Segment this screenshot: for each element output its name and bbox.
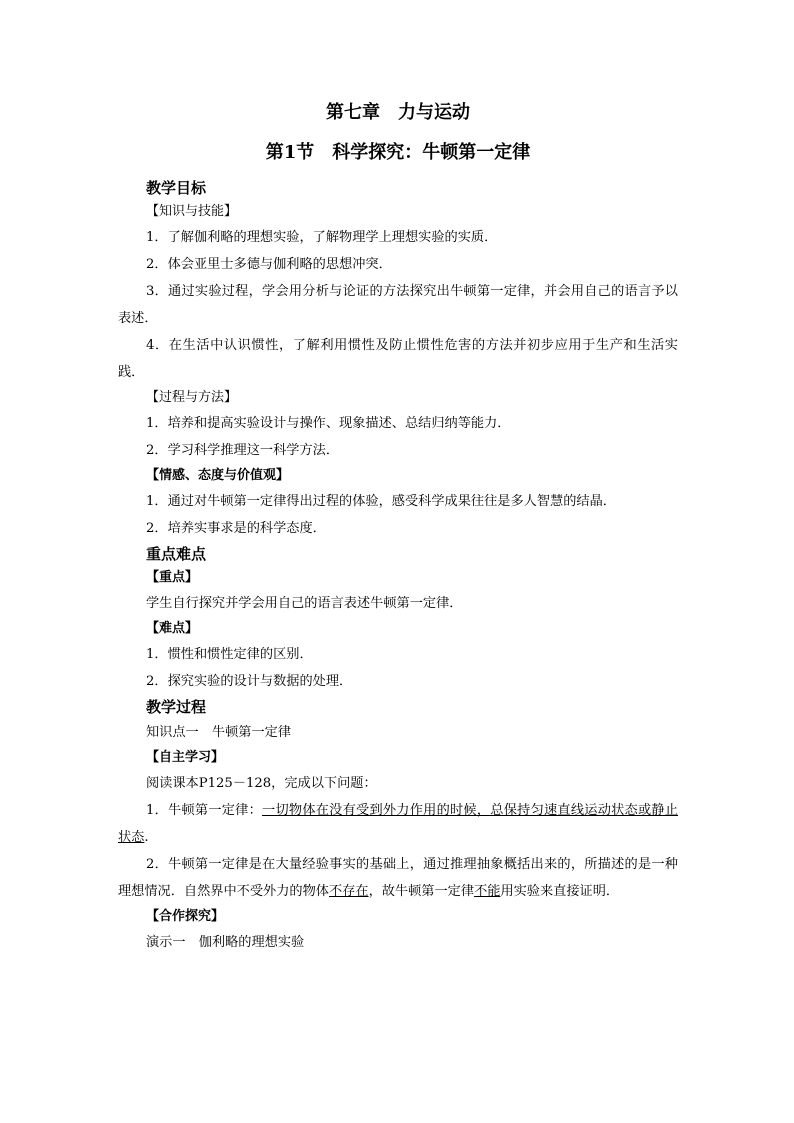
subheading-knowledge: 【知识与技能】 xyxy=(146,204,238,219)
heading-teaching-process: 教学过程 xyxy=(146,698,207,716)
reading-instruction: 阅读课本P125－128，完成以下问题： xyxy=(146,776,377,791)
question-2-answer-b: 不能 xyxy=(474,884,501,899)
knowledge-point-title: 知识点一 牛顿第一定律 xyxy=(146,725,292,740)
question-2-text-b: ，故牛顿第一定律 xyxy=(368,884,475,899)
difficulty-item: 2．探究实验的设计与数据的处理． xyxy=(146,674,353,689)
objective-item: 1．了解伽利略的理想实验，了解物理学上理想实验的实质． xyxy=(146,230,498,245)
process-item: 2．学习科学推理这一科学方法． xyxy=(146,443,340,458)
question-1-answer: 一切物体在没有受到外力作用的时候，总保持匀速直线运动状态或静止状态 xyxy=(118,803,679,845)
subheading-focus: 【重点】 xyxy=(146,570,199,585)
objective-item: 4．在生活中认识惯性，了解利用惯性及防止惯性危害的方法并初步应用于生产和生活实践． xyxy=(118,338,678,380)
emotion-item: 2．培养实事求是的科学态度． xyxy=(146,521,326,536)
question-2 xyxy=(118,851,678,905)
question-1 xyxy=(118,797,678,851)
section-title: 第1节 科学探究：牛顿第一定律 xyxy=(265,142,531,163)
subheading-difficulty: 【难点】 xyxy=(146,621,199,636)
demo-1-title: 演示一 伽利略的理想实验 xyxy=(146,935,305,950)
page-content xyxy=(118,98,678,956)
subheading-emotion: 【情感、态度与价值观】 xyxy=(146,468,290,483)
question-1-prefix: 1．牛顿第一定律： xyxy=(146,803,263,818)
difficulty-item: 1．惯性和惯性定律的区别． xyxy=(146,647,313,662)
subheading-cooperation: 【合作探究】 xyxy=(146,909,225,924)
heading-objectives: 教学目标 xyxy=(146,179,207,197)
emotion-item: 1．通过对牛顿第一定律得出过程的体验，感受科学成果往往是多人智慧的结晶． xyxy=(146,494,616,509)
objective-item: 2．体会亚里士多德与伽利略的思想冲突． xyxy=(146,257,392,272)
subheading-self-study: 【自主学习】 xyxy=(146,750,225,765)
question-2-answer-a: 不存在 xyxy=(329,884,369,899)
process-item: 1．培养和提高实验设计与操作、现象描述、总结归纳等能力． xyxy=(146,416,511,431)
question-1-suffix: . xyxy=(144,830,149,845)
question-2-text-a: 2．牛顿第一定律是在大量经验事实的基础上，通过推理抽象概括出来的，所描述的是一种理想情况．自然界中不受外力的物体 xyxy=(118,857,678,899)
question-2-text-c: 用实验来直接证明． xyxy=(500,884,620,899)
heading-key-points: 重点难点 xyxy=(146,545,207,563)
focus-text: 学生自行探究并学会用自己的语言表述牛顿第一定律． xyxy=(146,596,463,611)
chapter-title: 第七章 力与运动 xyxy=(326,102,470,123)
subheading-process: 【过程与方法】 xyxy=(146,390,238,405)
objective-item: 3．通过实验过程，学会用分析与论证的方法探究出牛顿第一定律，并会用自己的语言予以表述． xyxy=(118,284,678,326)
